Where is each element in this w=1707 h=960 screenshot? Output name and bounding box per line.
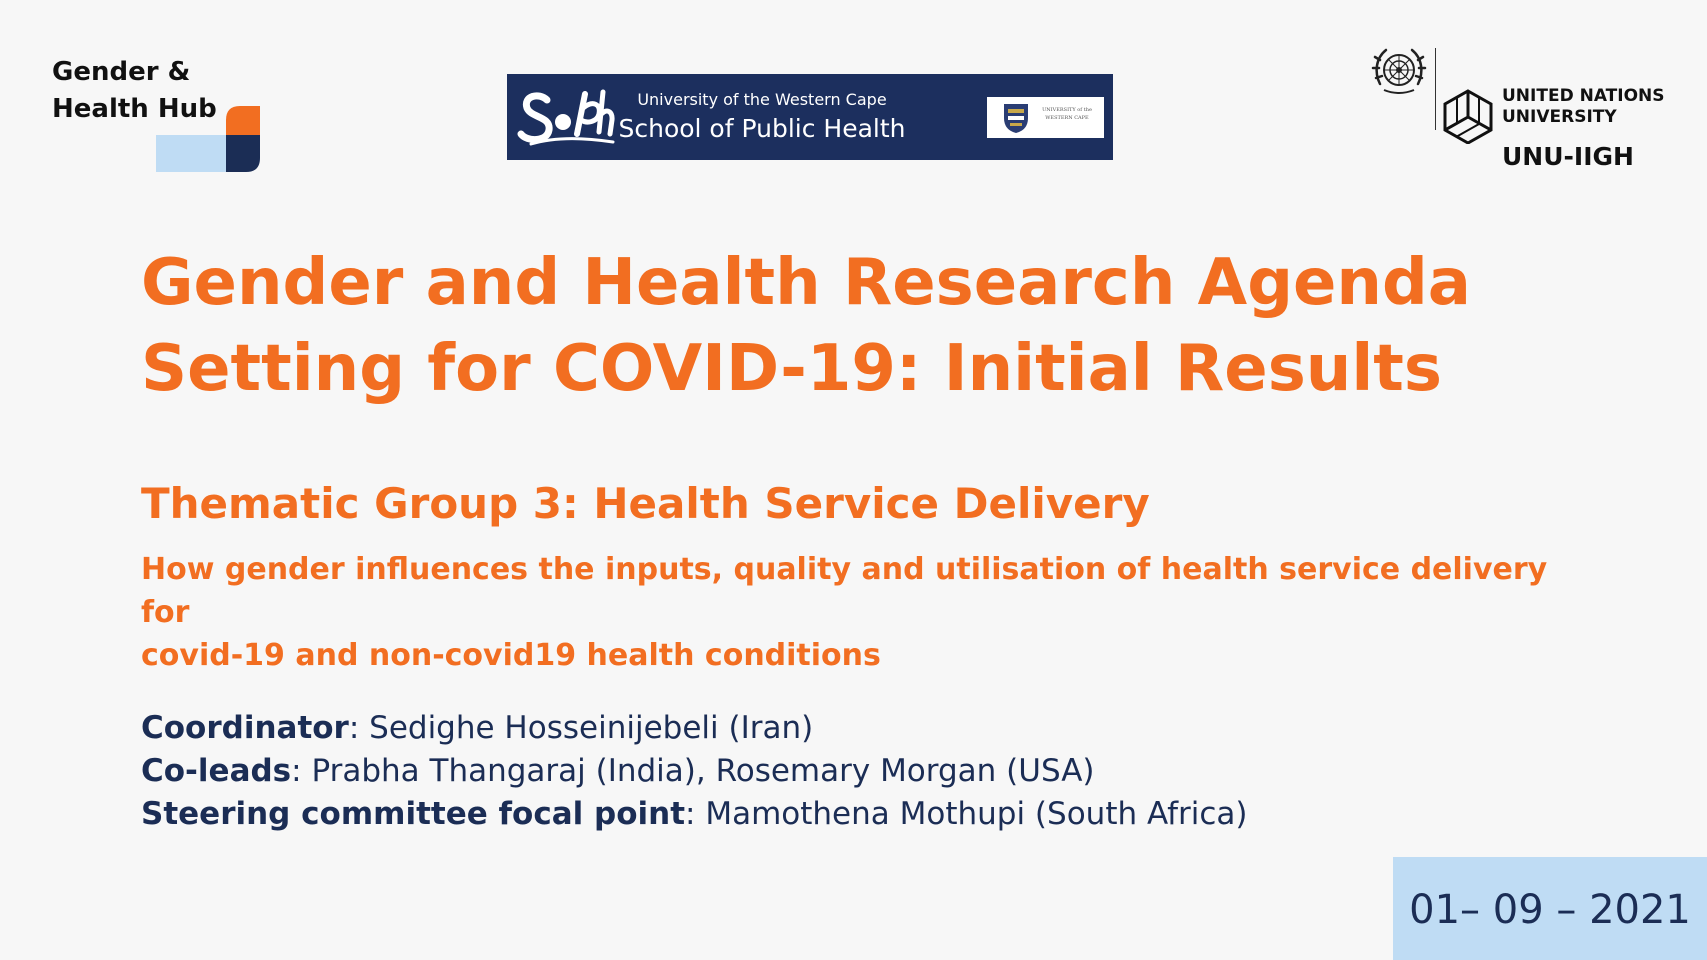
uwc-badge — [987, 97, 1104, 138]
research-question-line1: How gender influences the inputs, quality and utilisation of health service delivery for — [141, 552, 1548, 630]
sph-wordmark-icon — [517, 82, 617, 152]
sph-school-name: School of Public Health — [618, 114, 906, 143]
sph-university-name: University of the Western Cape — [637, 90, 887, 109]
unu-name-line1: UNITED NATIONS — [1502, 86, 1665, 106]
unu-name — [1502, 86, 1665, 128]
team-coordinator — [141, 707, 1441, 750]
hub-logo-line1: Gender & — [52, 57, 191, 87]
thematic-group-heading: Thematic Group 3: Health Service Delivery — [141, 479, 1150, 528]
slide-title — [141, 240, 1581, 412]
presentation-date: 01– 09 – 2021 — [1409, 887, 1691, 933]
team-role: Co-leads — [141, 753, 292, 789]
team-names: : Prabha Thangaraj (India), Rosemary Morgan (USA) — [291, 753, 1095, 789]
team-coleads — [141, 750, 1441, 793]
slide-title-line2: Setting for COVID-19: Initial Results — [141, 332, 1442, 406]
sph-banner — [507, 74, 1113, 160]
unu-cube-mark-icon — [1440, 88, 1496, 144]
team-list — [141, 707, 1441, 836]
gender-health-hub-mark-icon — [156, 106, 262, 172]
slide-title-line1: Gender and Health Research Agenda — [141, 246, 1471, 320]
date-box — [1393, 857, 1707, 960]
unu-iigh-label: UNU-IIGH — [1502, 142, 1634, 171]
gender-health-hub-logo — [52, 54, 272, 174]
uwc-crest-icon — [1001, 102, 1031, 134]
team-role: Coordinator — [141, 710, 349, 746]
hub-logo-line2: Health Hub — [52, 94, 217, 124]
research-question — [141, 548, 1601, 677]
un-emblem-icon — [1370, 46, 1428, 98]
team-names: : Mamothena Mothupi (South Africa) — [685, 796, 1248, 832]
team-focal-point — [141, 793, 1441, 836]
unu-name-line2: UNIVERSITY — [1502, 107, 1617, 127]
research-question-line2: covid-19 and non-covid19 health conditions — [141, 638, 881, 673]
team-role: Steering committee focal point — [141, 796, 686, 832]
uwc-badge-text: UNIVERSITY of the WESTERN CAPE — [1042, 107, 1092, 121]
team-names: : Sedighe Hosseinijebeli (Iran) — [348, 710, 814, 746]
unu-divider — [1435, 48, 1436, 130]
